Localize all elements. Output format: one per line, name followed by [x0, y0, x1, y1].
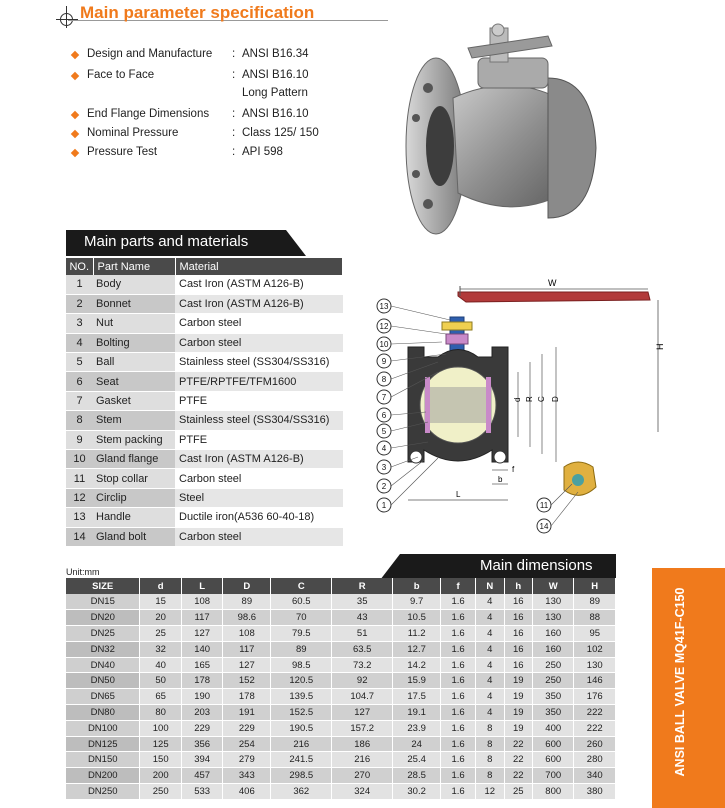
dims-cell: 100 [140, 720, 181, 736]
dims-cell: 216 [271, 736, 332, 752]
dims-cell: 190.5 [271, 720, 332, 736]
dims-cell: 17.5 [393, 689, 441, 705]
dims-col-header: C [271, 578, 332, 594]
dims-cell: 229 [181, 720, 222, 736]
dims-cell: 25 [504, 784, 532, 800]
dims-cell: 89 [223, 594, 271, 610]
parts-title: Main parts and materials [84, 233, 249, 250]
dims-cell: 394 [181, 752, 222, 768]
parts-cell-material: Carbon steel [175, 333, 343, 352]
col-header-no: NO. [66, 258, 93, 275]
table-row [66, 752, 616, 768]
table-row [66, 594, 616, 610]
dims-cell: 73.2 [332, 657, 393, 673]
parts-cell-material: Stainless steel (SS304/SS316) [175, 411, 343, 430]
dims-cell: 157.2 [332, 720, 393, 736]
callout-7: 7 [381, 393, 387, 402]
table-row [66, 333, 343, 352]
dims-cell: DN200 [66, 768, 140, 784]
dims-cell: 216 [332, 752, 393, 768]
dims-cell: DN40 [66, 657, 140, 673]
parts-cell-name: Gland flange [93, 450, 175, 469]
dims-cell: 250 [533, 657, 574, 673]
dims-cell: 254 [223, 736, 271, 752]
callout-12: 12 [379, 322, 389, 331]
page-title: Main parameter specification [80, 3, 315, 22]
dims-cell: 98.6 [223, 610, 271, 626]
dims-cell: 178 [223, 689, 271, 705]
dims-cell: 79.5 [271, 626, 332, 642]
dims-cell: 152 [223, 673, 271, 689]
dims-cell: 1.6 [441, 594, 476, 610]
parts-cell-no: 5 [66, 353, 93, 372]
table-row [66, 720, 616, 736]
dims-cell: DN125 [66, 736, 140, 752]
spec-label: Pressure Test [87, 146, 158, 158]
parts-cell-no: 14 [66, 527, 93, 546]
parts-cell-material: PTFE [175, 391, 343, 410]
dims-cell: 533 [181, 784, 222, 800]
dims-cell: 43 [332, 610, 393, 626]
dims-cell: 190 [181, 689, 222, 705]
table-row [66, 294, 343, 313]
parts-cell-name: Body [93, 275, 175, 294]
dims-cell: 8 [476, 752, 504, 768]
dims-cell: DN15 [66, 594, 140, 610]
dims-cell: DN100 [66, 720, 140, 736]
dims-cell: 16 [504, 641, 532, 657]
dims-cell: 600 [533, 736, 574, 752]
dims-cell: 152.5 [271, 705, 332, 721]
side-band [652, 568, 725, 808]
dims-cell: 1.6 [441, 720, 476, 736]
bullet-icon [71, 51, 79, 59]
dims-cell: 32 [140, 641, 181, 657]
dims-cell: 88 [574, 610, 616, 626]
dims-cell: 25.4 [393, 752, 441, 768]
dims-col-header: d [140, 578, 181, 594]
dims-cell: 186 [332, 736, 393, 752]
dims-cell: 19.1 [393, 705, 441, 721]
dim-label-h: H [655, 343, 665, 350]
table-row [66, 508, 343, 527]
parts-cell-no: 10 [66, 450, 93, 469]
dims-cell: 4 [476, 673, 504, 689]
dims-cell: 222 [574, 705, 616, 721]
dims-cell: 127 [223, 657, 271, 673]
dims-cell: 146 [574, 673, 616, 689]
dims-cell: 30.2 [393, 784, 441, 800]
table-row [66, 391, 343, 410]
parts-cell-material: Carbon steel [175, 314, 343, 333]
dims-cell: 16 [504, 594, 532, 610]
spec-value: ANSI B16.10 [242, 69, 309, 81]
dims-cell: 4 [476, 689, 504, 705]
spec-value: API 598 [242, 146, 283, 158]
dims-cell: 150 [140, 752, 181, 768]
table-row [66, 610, 616, 626]
dims-cell: 98.5 [271, 657, 332, 673]
parts-cell-name: Seat [93, 372, 175, 391]
dims-cell: 8 [476, 720, 504, 736]
dims-cell: 22 [504, 752, 532, 768]
parts-cell-name: Bolting [93, 333, 175, 352]
parts-cell-name: Nut [93, 314, 175, 333]
callout-6: 6 [381, 411, 387, 420]
dims-col-header: H [574, 578, 616, 594]
dims-cell: 200 [140, 768, 181, 784]
col-header-material: Material [175, 258, 343, 275]
table-row [66, 314, 343, 333]
dims-cell: 12 [476, 784, 504, 800]
parts-cell-no: 8 [66, 411, 93, 430]
table-row [66, 469, 343, 488]
bullet-icon [71, 72, 79, 80]
dims-cell: 70 [271, 610, 332, 626]
table-row [66, 673, 616, 689]
dims-cell: 125 [140, 736, 181, 752]
bullet-icon [71, 149, 79, 157]
spec-label: Nominal Pressure [87, 127, 179, 139]
dims-cell: 340 [574, 768, 616, 784]
dims-cell: 117 [181, 610, 222, 626]
dims-cell: 60.5 [271, 594, 332, 610]
dims-cell: 51 [332, 626, 393, 642]
dims-cell: 280 [574, 752, 616, 768]
valve-section-diagram [368, 262, 668, 537]
parts-cell-material: Carbon steel [175, 469, 343, 488]
callout-8: 8 [381, 375, 387, 384]
dims-cell: 1.6 [441, 610, 476, 626]
dims-cell: 8 [476, 768, 504, 784]
dims-col-header: W [533, 578, 574, 594]
table-row [66, 430, 343, 449]
dims-cell: 19 [504, 720, 532, 736]
dim-label-r: R [525, 396, 534, 402]
bullet-icon [71, 130, 79, 138]
dims-cell: 104.7 [332, 689, 393, 705]
spec-value: Class 125/ 150 [242, 127, 319, 139]
dims-cell: 270 [332, 768, 393, 784]
callout-3: 3 [381, 463, 387, 472]
parts-cell-name: Bonnet [93, 294, 175, 313]
dims-cell: 4 [476, 626, 504, 642]
table-row [66, 527, 343, 546]
dims-cell: 140 [181, 641, 222, 657]
parts-cell-no: 9 [66, 430, 93, 449]
dimensions-table [66, 578, 616, 800]
dims-cell: 700 [533, 768, 574, 784]
dim-label-d2: D [551, 396, 560, 402]
dims-cell: 1.6 [441, 768, 476, 784]
callout-1: 1 [381, 501, 387, 510]
dims-cell: 362 [271, 784, 332, 800]
dims-cell: 130 [574, 657, 616, 673]
parts-cell-name: Gasket [93, 391, 175, 410]
parts-cell-name: Stop collar [93, 469, 175, 488]
callout-13: 13 [379, 302, 389, 311]
dims-cell: 1.6 [441, 784, 476, 800]
parts-cell-material: Cast Iron (ASTM A126-B) [175, 450, 343, 469]
dim-label-w: W [548, 278, 557, 288]
callout-11: 11 [539, 501, 549, 510]
dims-cell: 1.6 [441, 736, 476, 752]
dims-cell: DN250 [66, 784, 140, 800]
dims-cell: 89 [574, 594, 616, 610]
table-row [66, 784, 616, 800]
dims-cell: 24 [393, 736, 441, 752]
table-row [66, 626, 616, 642]
dims-cell: 800 [533, 784, 574, 800]
table-row [66, 736, 616, 752]
dims-cell: 117 [223, 641, 271, 657]
callout-10: 10 [379, 340, 389, 349]
dims-cell: 19 [504, 673, 532, 689]
dims-col-header: h [504, 578, 532, 594]
parts-cell-no: 3 [66, 314, 93, 333]
dims-cell: 80 [140, 705, 181, 721]
side-label: ANSI BALL VALVE MQ41F-C150 [673, 587, 687, 777]
dims-cell: 15 [140, 594, 181, 610]
parts-cell-no: 13 [66, 508, 93, 527]
valve-photo [398, 18, 603, 236]
dims-cell: DN150 [66, 752, 140, 768]
dims-col-header: D [223, 578, 271, 594]
dims-cell: 380 [574, 784, 616, 800]
dims-cell: 1.6 [441, 657, 476, 673]
dims-col-header: b [393, 578, 441, 594]
spec-value: Long Pattern [242, 87, 308, 99]
crosshair-icon [56, 6, 78, 28]
dims-cell: 260 [574, 736, 616, 752]
parts-table [66, 258, 343, 547]
dim-label-d: d [513, 397, 522, 402]
dims-cell: 50 [140, 673, 181, 689]
dims-cell: 25 [140, 626, 181, 642]
parts-cell-no: 6 [66, 372, 93, 391]
parts-cell-material: Stainless steel (SS304/SS316) [175, 353, 343, 372]
parts-cell-name: Ball [93, 353, 175, 372]
dims-cell: 176 [574, 689, 616, 705]
dims-cell: 19 [504, 689, 532, 705]
dims-cell: 19 [504, 705, 532, 721]
callout-5: 5 [381, 427, 387, 436]
callout-4: 4 [381, 444, 387, 453]
dims-cell: 127 [332, 705, 393, 721]
parts-cell-material: Steel [175, 488, 343, 507]
dims-cell: 12.7 [393, 641, 441, 657]
dims-cell: 178 [181, 673, 222, 689]
parts-cell-no: 11 [66, 469, 93, 488]
dims-cell: 4 [476, 594, 504, 610]
dims-cell: 600 [533, 752, 574, 768]
parts-cell-name: Gland bolt [93, 527, 175, 546]
callout-9: 9 [381, 357, 387, 366]
parts-cell-no: 2 [66, 294, 93, 313]
dims-cell: 9.7 [393, 594, 441, 610]
dims-cell: 65 [140, 689, 181, 705]
dims-cell: 40 [140, 657, 181, 673]
dims-cell: 298.5 [271, 768, 332, 784]
dims-cell: 120.5 [271, 673, 332, 689]
dims-cell: 203 [181, 705, 222, 721]
dims-cell: 63.5 [332, 641, 393, 657]
parts-cell-name: Stem packing [93, 430, 175, 449]
dims-cell: 92 [332, 673, 393, 689]
dims-cell: DN32 [66, 641, 140, 657]
parts-cell-name: Handle [93, 508, 175, 527]
dims-cell: 1.6 [441, 752, 476, 768]
dims-cell: 241.5 [271, 752, 332, 768]
unit-label: Unit:mm [66, 567, 100, 577]
dims-cell: 324 [332, 784, 393, 800]
dims-cell: 8 [476, 736, 504, 752]
dims-cell: DN65 [66, 689, 140, 705]
table-row [66, 488, 343, 507]
parts-cell-material: PTFE/RPTFE/TFM1600 [175, 372, 343, 391]
dims-cell: 229 [223, 720, 271, 736]
dims-cell: 16 [504, 657, 532, 673]
dims-cell: 350 [533, 705, 574, 721]
parts-cell-material: Ductile iron(A536 60-40-18) [175, 508, 343, 527]
dims-cell: DN80 [66, 705, 140, 721]
dims-col-header: R [332, 578, 393, 594]
dimensions-title: Main dimensions [480, 557, 593, 574]
dims-cell: 89 [271, 641, 332, 657]
parts-cell-name: Stem [93, 411, 175, 430]
dims-cell: DN25 [66, 626, 140, 642]
dims-cell: 4 [476, 657, 504, 673]
dims-col-header: SIZE [66, 578, 140, 594]
dims-cell: 343 [223, 768, 271, 784]
dims-cell: 1.6 [441, 641, 476, 657]
dims-cell: 23.9 [393, 720, 441, 736]
dims-cell: 11.2 [393, 626, 441, 642]
table-row [66, 641, 616, 657]
parts-cell-no: 12 [66, 488, 93, 507]
dims-cell: 1.6 [441, 705, 476, 721]
table-row [66, 353, 343, 372]
table-row [66, 689, 616, 705]
dims-cell: 191 [223, 705, 271, 721]
dims-cell: 1.6 [441, 673, 476, 689]
dims-cell: DN50 [66, 673, 140, 689]
dims-cell: 4 [476, 610, 504, 626]
spec-value: ANSI B16.34 [242, 48, 309, 60]
dims-cell: 16 [504, 610, 532, 626]
dims-cell: 160 [533, 626, 574, 642]
dims-cell: 130 [533, 610, 574, 626]
spec-value: ANSI B16.10 [242, 108, 309, 120]
dims-cell: 457 [181, 768, 222, 784]
parts-cell-material: PTFE [175, 430, 343, 449]
dims-cell: 35 [332, 594, 393, 610]
parts-cell-material: Cast Iron (ASTM A126-B) [175, 294, 343, 313]
dims-cell: 400 [533, 720, 574, 736]
dims-cell: 130 [533, 594, 574, 610]
parts-cell-material: Cast Iron (ASTM A126-B) [175, 275, 343, 294]
dims-cell: 4 [476, 641, 504, 657]
dim-label-l: L [456, 490, 461, 499]
spec-label: Design and Manufacture [87, 48, 213, 60]
col-header-part: Part Name [93, 258, 175, 275]
dims-cell: 279 [223, 752, 271, 768]
spec-label: End Flange Dimensions [87, 108, 210, 120]
callout-14: 14 [539, 522, 549, 531]
table-row [66, 372, 343, 391]
dims-cell: 350 [533, 689, 574, 705]
parts-cell-no: 4 [66, 333, 93, 352]
callout-2: 2 [381, 482, 387, 491]
dims-cell: 160 [533, 641, 574, 657]
dims-col-header: f [441, 578, 476, 594]
dims-cell: 139.5 [271, 689, 332, 705]
bullet-icon [71, 111, 79, 119]
table-row [66, 411, 343, 430]
dims-cell: 108 [223, 626, 271, 642]
dims-cell: 28.5 [393, 768, 441, 784]
dims-cell: 406 [223, 784, 271, 800]
dims-cell: 10.5 [393, 610, 441, 626]
dim-label-f: f [512, 465, 515, 474]
parts-cell-name: Circlip [93, 488, 175, 507]
dims-cell: 1.6 [441, 689, 476, 705]
parts-cell-no: 1 [66, 275, 93, 294]
table-row [66, 768, 616, 784]
table-header-row [66, 578, 616, 594]
dims-cell: 20 [140, 610, 181, 626]
dim-label-b: b [498, 475, 503, 484]
dims-cell: 222 [574, 720, 616, 736]
dims-col-header: L [181, 578, 222, 594]
dims-cell: 127 [181, 626, 222, 642]
table-row [66, 657, 616, 673]
table-row [66, 705, 616, 721]
table-header-row [66, 258, 343, 275]
dims-cell: 95 [574, 626, 616, 642]
dims-cell: DN20 [66, 610, 140, 626]
parts-cell-material: Carbon steel [175, 527, 343, 546]
dims-cell: 108 [181, 594, 222, 610]
table-row [66, 450, 343, 469]
dims-cell: 15.9 [393, 673, 441, 689]
dims-cell: 356 [181, 736, 222, 752]
dims-cell: 16 [504, 626, 532, 642]
dims-cell: 1.6 [441, 626, 476, 642]
dims-cell: 14.2 [393, 657, 441, 673]
dims-cell: 22 [504, 736, 532, 752]
spec-label: Face to Face [87, 69, 155, 81]
dims-cell: 250 [533, 673, 574, 689]
dims-col-header: N [476, 578, 504, 594]
table-row [66, 275, 343, 294]
dims-cell: 165 [181, 657, 222, 673]
dim-label-c: C [537, 396, 546, 402]
parts-cell-no: 7 [66, 391, 93, 410]
dims-cell: 102 [574, 641, 616, 657]
dims-cell: 250 [140, 784, 181, 800]
dims-cell: 22 [504, 768, 532, 784]
dims-cell: 4 [476, 705, 504, 721]
